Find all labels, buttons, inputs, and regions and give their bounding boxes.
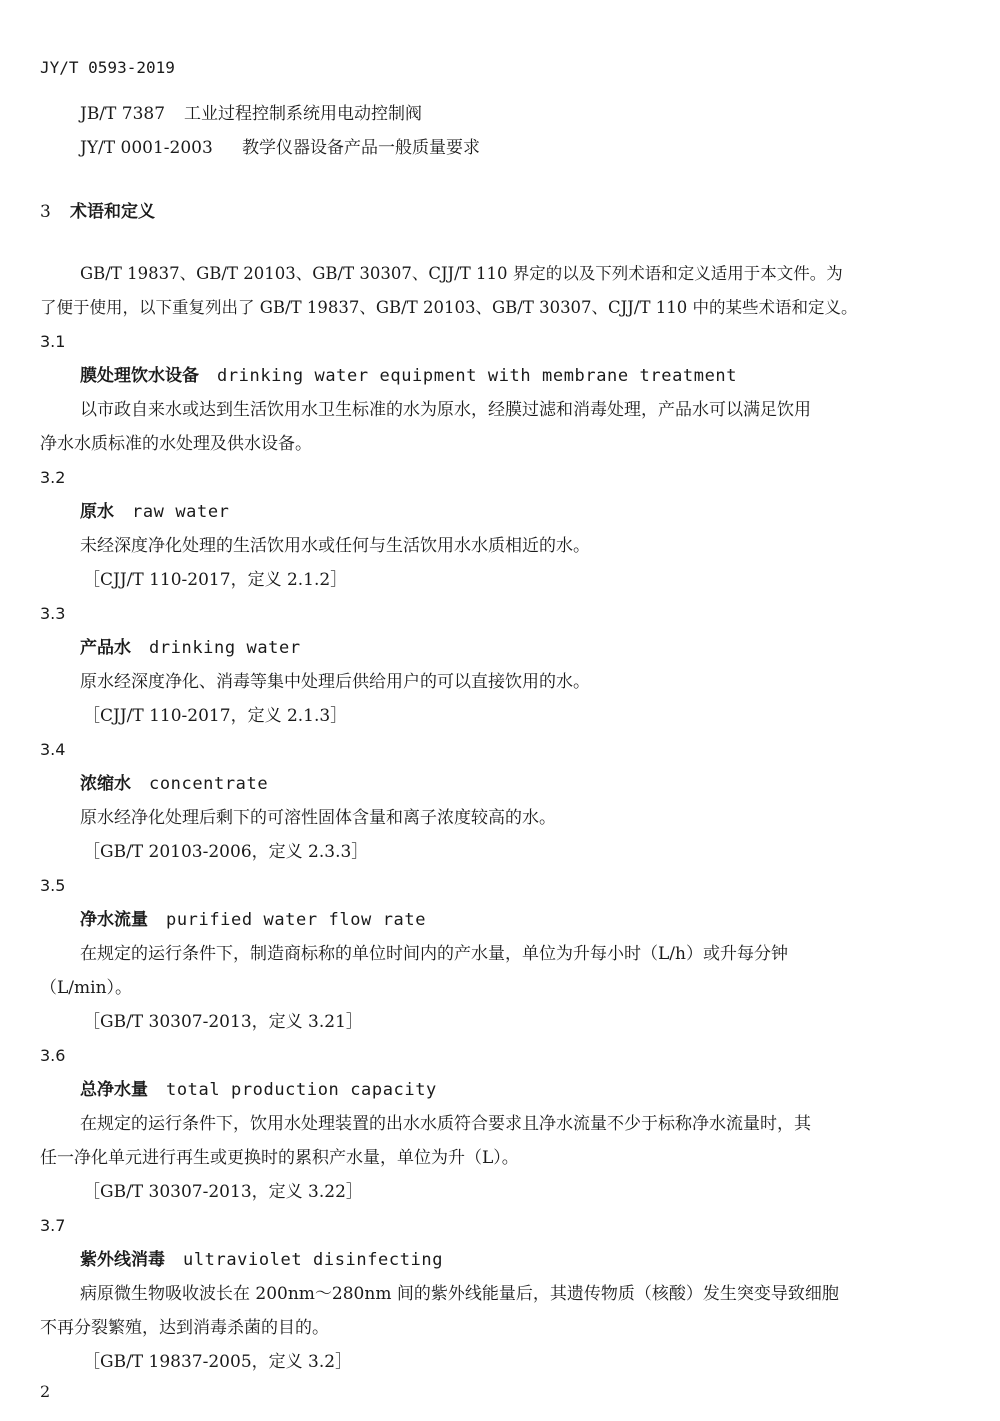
- term-definition: 以市政自来水或达到生活饮用水卫生标准的水为原水，经膜过滤和消毒处理，产品水可以满足饮用: [80, 400, 811, 420]
- term-zh: 净水流量: [80, 910, 148, 930]
- term-source: ［CJJ/T 110-2017，定义 2.1.3］: [83, 706, 348, 726]
- term-zh: 膜处理饮水设备: [80, 366, 199, 386]
- term-number: 3.7: [40, 1216, 66, 1235]
- term-definition-cont: 不再分裂繁殖，达到消毒杀菌的目的。: [40, 1318, 329, 1338]
- reference-item: [80, 102, 422, 126]
- term-definition-cont: （L/min）。: [40, 978, 133, 998]
- term-number: 3.2: [40, 468, 66, 487]
- reference-item: [80, 136, 480, 160]
- term-definition: 原水经深度净化、消毒等集中处理后供给用户的可以直接饮用的水。: [80, 672, 590, 692]
- term-en: ultraviolet disinfecting: [183, 1250, 444, 1270]
- term-definition: 在规定的运行条件下，饮用水处理装置的出水水质符合要求且净水流量不少于标称净水流量时，其: [80, 1114, 811, 1134]
- term-heading: [80, 500, 230, 524]
- term-definition: 未经深度净化处理的生活饮用水或任何与生活饮用水水质相近的水。: [80, 536, 590, 556]
- intro-line-1: GB/T 19837、GB/T 20103、GB/T 30307、CJJ/T 110 界定的以及下列术语和定义适用于本文件。为: [80, 264, 843, 283]
- term-en: total production capacity: [166, 1080, 437, 1100]
- term-source: ［GB/T 20103-2006，定义 2.3.3］: [83, 842, 369, 862]
- term-zh: 总净水量: [80, 1080, 148, 1100]
- term-en: drinking water: [149, 638, 301, 658]
- term-number: 3.4: [40, 740, 66, 759]
- term-number: 3.6: [40, 1046, 66, 1065]
- term-source: ［GB/T 19837-2005，定义 3.2］: [83, 1352, 353, 1372]
- section-title: 术语和定义: [70, 202, 155, 222]
- term-number: 3.1: [40, 332, 66, 351]
- term-definition-cont: 净水水质标准的水处理及供水设备。: [40, 434, 312, 454]
- term-heading: [80, 1078, 437, 1102]
- term-definition-cont: 任一净化单元进行再生或更换时的累积产水量，单位为升（L）。: [40, 1148, 519, 1168]
- section-number: 3: [40, 202, 51, 222]
- reference-title: 教学仪器设备产品一般质量要求: [242, 138, 480, 158]
- term-number: 3.3: [40, 604, 66, 623]
- intro-line-2: 了便于使用，以下重复列出了 GB/T 19837、GB/T 20103、GB/T 30307、CJJ/T 110 中的某些术语和定义。: [40, 298, 858, 317]
- reference-code: JY/T 0001-2003: [80, 138, 213, 158]
- reference-title: 工业过程控制系统用电动控制阀: [184, 104, 422, 124]
- term-number: 3.5: [40, 876, 66, 895]
- term-zh: 紫外线消毒: [80, 1250, 165, 1270]
- term-heading: [80, 772, 268, 796]
- standard-number: JY/T 0593-2019: [40, 58, 175, 77]
- term-en: concentrate: [149, 774, 269, 794]
- term-definition: 在规定的运行条件下，制造商标称的单位时间内的产水量，单位为升每小时（L/h）或升每分钟: [80, 944, 788, 964]
- term-heading: [80, 1248, 443, 1272]
- term-en: purified water flow rate: [166, 910, 427, 930]
- term-heading: [80, 364, 737, 388]
- term-definition: 原水经净化处理后剩下的可溶性固体含量和离子浓度较高的水。: [80, 808, 556, 828]
- term-en: raw water: [132, 502, 230, 522]
- term-zh: 原水: [80, 502, 114, 522]
- term-source: ［GB/T 30307-2013，定义 3.21］: [83, 1012, 363, 1032]
- term-zh: 产品水: [80, 638, 131, 658]
- term-heading: [80, 636, 301, 660]
- term-en: drinking water equipment with membrane treatment: [217, 366, 738, 386]
- term-heading: [80, 908, 426, 932]
- term-source: ［GB/T 30307-2013，定义 3.22］: [83, 1182, 363, 1202]
- page-number: 2: [40, 1382, 51, 1401]
- term-definition: 病原微生物吸收波长在 200nm～280nm 间的紫外线能量后，其遗传物质（核酸）发生突变导致细胞: [80, 1284, 839, 1304]
- reference-code: JB/T 7387: [80, 104, 166, 124]
- term-source: ［CJJ/T 110-2017，定义 2.1.2］: [83, 570, 348, 590]
- term-zh: 浓缩水: [80, 774, 131, 794]
- section-heading: [40, 200, 155, 224]
